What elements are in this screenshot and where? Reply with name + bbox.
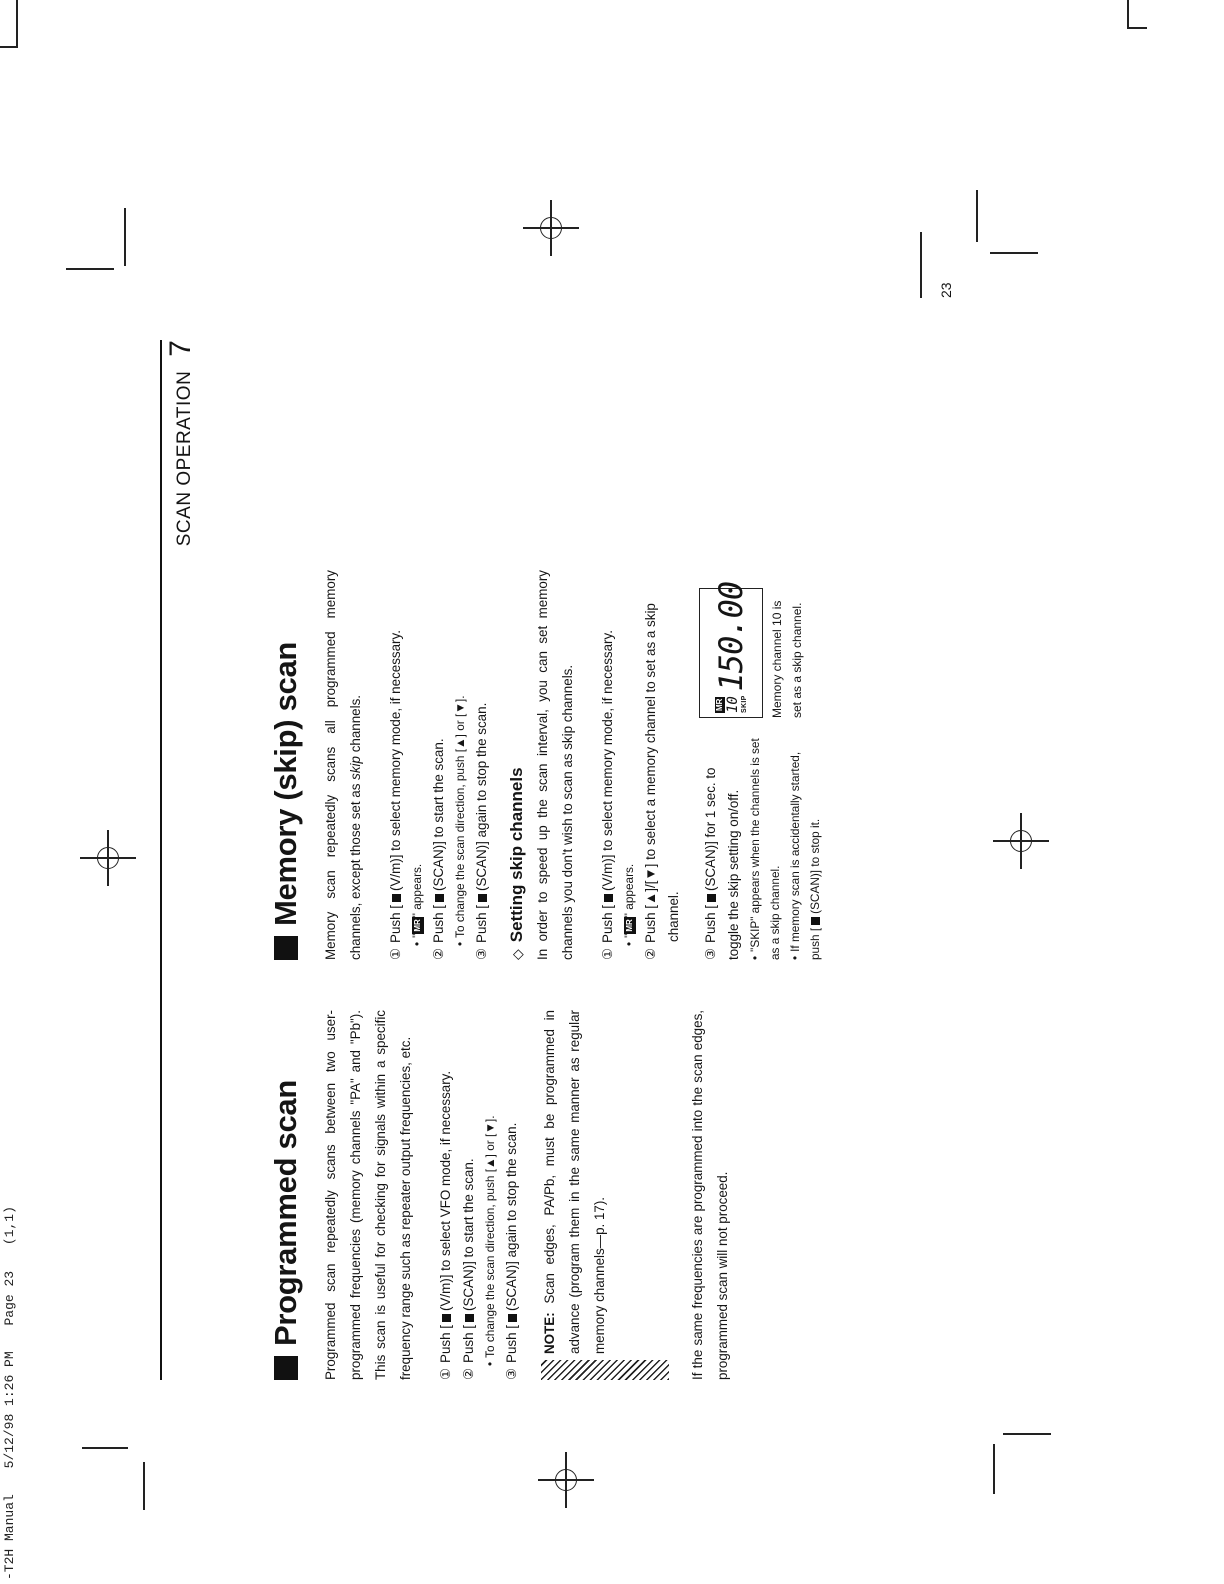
step <box>470 570 493 960</box>
step-text: Push [▲]/[▼] to select a memory channel to set as a skip <box>643 603 658 943</box>
step-text: Push [ <box>461 1325 476 1363</box>
step-subnotes <box>450 570 470 946</box>
lcd-illustration <box>699 581 825 718</box>
skip-channels-intro: In order to speed up the scan interval, you can set memory channels you don't wish to scan as skip channels. <box>535 570 575 960</box>
step-subnote: •If memory scan is accidentally started, push [(SCAN)] to stop it. <box>788 751 822 960</box>
programmed-scan-steps <box>434 1010 523 1380</box>
func-key-icon <box>442 1314 451 1322</box>
memory-scan-column <box>268 570 825 960</box>
crop-mark <box>0 46 18 48</box>
print-slug <box>2 1188 17 1580</box>
subnote-text: (SCAN)] to stop it. <box>808 818 822 914</box>
func-key-icon <box>604 894 613 902</box>
crop-mark <box>993 1444 995 1494</box>
step-text: Push [ <box>388 905 403 943</box>
crop-mark <box>976 190 978 242</box>
programmed-scan-intro: Programmed scan repeatedly scans between two user-programmed frequencies (memory channels "PA" and "Pb"). This scan is useful for checking for signals within a specific frequency range such as repeater output frequencies, etc. <box>323 1010 413 1380</box>
step-subnote: •To change the scan direction, push [▲] or [▼]. <box>483 1115 497 1366</box>
mr-indicator-icon: MR <box>625 919 634 932</box>
step <box>427 570 470 960</box>
square-bullet-icon <box>274 1356 298 1380</box>
step-number: ③ <box>504 1367 519 1380</box>
subnote-text: " <box>622 933 636 938</box>
step-number: ① <box>600 947 615 960</box>
crop-mark <box>920 232 922 298</box>
lcd-frequency: 150.00 <box>712 581 750 692</box>
subnote-text: To change the scan direction, push [▲] or [▼]. <box>453 695 467 938</box>
print-slug-page: Page 23 <box>2 1270 17 1326</box>
func-key-icon <box>478 894 487 902</box>
crop-mark <box>1127 0 1129 28</box>
intro-text: channels. <box>348 694 363 757</box>
section-header <box>164 340 198 546</box>
step <box>639 570 685 960</box>
step-text: Push [ <box>504 1325 519 1363</box>
note-label: NOTE: <box>542 1312 557 1354</box>
diamond-bullet-icon: ◇ <box>508 949 525 960</box>
skip-channels-steps <box>596 570 685 960</box>
func-key-icon <box>508 1314 517 1322</box>
registration-mark <box>80 830 136 886</box>
memory-scan-intro <box>318 570 368 960</box>
func-key-icon <box>707 894 716 902</box>
step-subnotes <box>480 1010 500 1366</box>
func-key-icon <box>465 1314 474 1322</box>
step-text: (SCAN)] again to stop the scan. <box>504 1122 519 1312</box>
crop-mark <box>82 1447 128 1449</box>
crop-mark <box>66 268 114 270</box>
step-text: Push [ <box>431 905 446 943</box>
page-number: 23 <box>938 282 954 298</box>
step <box>596 570 639 960</box>
step-subnotes <box>619 570 639 946</box>
note-text <box>537 1010 669 1354</box>
lcd-caption: Memory channel 10 is set as a skip channel. <box>770 600 804 718</box>
skip-channels-heading <box>507 570 527 960</box>
crop-mark <box>124 208 126 266</box>
step-subnote: •To change the scan direction, push [▲] or [▼]. <box>453 695 467 946</box>
memory-scan-heading <box>268 570 304 960</box>
step-text: (SCAN)] again to stop the scan. <box>474 702 489 892</box>
step-text: (V/m)] to select memory mode, if necessary. <box>388 630 403 892</box>
subnote-text: If memory scan is accidentally started, push [ <box>788 751 822 960</box>
note-body: Scan edges, PA/Pb, must be programmed in advance (program them in the same manner as regular memory channels—p. 17). <box>542 1010 607 1354</box>
lcd-channel-number: 10 <box>724 696 741 713</box>
subnote-text: " <box>410 933 424 938</box>
heading-text: Memory (skip) scan <box>268 641 303 926</box>
step-text: (SCAN)] to start the scan. <box>461 1158 476 1312</box>
step-text: Push [ <box>438 1325 453 1363</box>
lcd-display <box>699 581 763 718</box>
step-text: (SCAN)] for 1 sec. to toggle the skip setting on/off. <box>703 767 741 960</box>
func-key-icon <box>811 917 820 925</box>
note-block <box>537 1010 669 1380</box>
memory-scan-steps <box>384 570 493 960</box>
step <box>699 728 825 960</box>
step-text: Push [ <box>703 905 718 943</box>
step-text: channel. <box>666 891 681 942</box>
heading-text: Setting skip channels <box>507 767 526 943</box>
programmed-scan-heading <box>268 1010 304 1380</box>
section-title: SCAN OPERATION <box>174 370 195 547</box>
skip-channels-steps-cont <box>699 728 825 960</box>
header-rule <box>160 340 162 1380</box>
step-text: (V/m)] to select memory mode, if necessary. <box>600 630 615 892</box>
func-key-icon <box>392 894 401 902</box>
step <box>457 1010 500 1380</box>
step-text: (V/m)] to select VFO mode, if necessary. <box>438 1070 453 1312</box>
step-number: ③ <box>474 947 489 960</box>
intro-emphasis: skip <box>348 756 363 780</box>
step-number: ③ <box>703 947 718 960</box>
crop-mark <box>1003 1433 1051 1435</box>
mr-indicator-icon: MR <box>413 919 422 932</box>
intro-text: Memory scan repeatedly scans all programmed memory channels, except those set as <box>323 570 363 960</box>
note-hatch-icon <box>541 1360 669 1380</box>
crop-mark <box>16 0 18 46</box>
step-number: ② <box>643 947 658 960</box>
lcd-skip-indicator: SKIP <box>740 695 748 713</box>
crop-mark <box>1127 27 1147 29</box>
registration-mark <box>993 813 1049 869</box>
step-subnotes <box>407 570 427 946</box>
step-number: ① <box>388 947 403 960</box>
print-slug-file: -T2H Manual <box>2 1494 17 1580</box>
lcd-mr-indicator: MR <box>714 698 724 711</box>
step-text: (SCAN)] to start the scan. <box>431 738 446 892</box>
crop-mark <box>990 252 1038 254</box>
square-bullet-icon <box>274 936 298 960</box>
step-subnote: •"SKIP" appears when the channels is set as a skip channel. <box>748 738 782 960</box>
crop-mark <box>143 1462 145 1510</box>
registration-mark <box>523 200 579 256</box>
lcd-indicators <box>715 695 748 713</box>
manual-page-content <box>160 340 860 1380</box>
step-text: Push [ <box>600 905 615 943</box>
step-number: ② <box>461 1367 476 1380</box>
step <box>434 1010 457 1380</box>
step-text: Push [ <box>474 905 489 943</box>
subnote-text: " appears. <box>410 863 424 918</box>
programmed-scan-closing: If the same frequencies are programmed into the scan edges, programmed scan will not proceed. <box>690 1010 730 1380</box>
subnote-text: " appears. <box>622 863 636 918</box>
step-number: ② <box>431 947 446 960</box>
step-subnote: •"MR" appears. <box>410 863 424 946</box>
step-subnotes <box>745 728 825 960</box>
step <box>384 570 427 960</box>
heading-text: Programmed scan <box>268 1080 303 1346</box>
func-key-icon <box>435 894 444 902</box>
subnote-text: "SKIP" appears when the channels is set as a skip channel. <box>748 738 782 960</box>
step-subnote: •"MR" appears. <box>622 863 636 946</box>
registration-mark <box>538 1452 594 1508</box>
step <box>500 1010 523 1380</box>
skip-step3-block <box>699 570 825 960</box>
skip-step3-text <box>699 728 825 960</box>
section-number: 7 <box>164 340 197 357</box>
print-slug-date: 5/12/98 1:26 PM <box>2 1351 17 1469</box>
print-slug-count: (1,1) <box>2 1206 17 1246</box>
subnote-text: To change the scan direction, push [▲] or [▼]. <box>483 1115 497 1358</box>
step-number: ① <box>438 1367 453 1380</box>
programmed-scan-column <box>268 1010 751 1380</box>
